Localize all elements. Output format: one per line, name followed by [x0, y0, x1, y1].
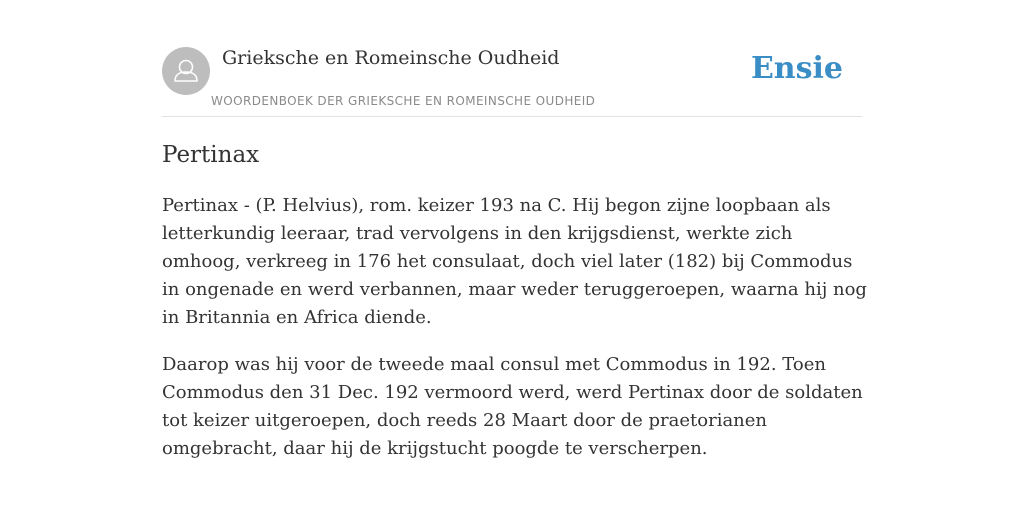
source-header — [162, 46, 862, 117]
source-subtitle: WOORDENBOEK DER GRIEKSCHE EN ROMEINSCHE OUDHEID — [211, 94, 596, 108]
source-avatar[interactable] — [162, 47, 210, 95]
brand-logo-link[interactable]: Ensie — [750, 51, 843, 86]
entry-paragraph: Pertinax - (P. Helvius), rom. keizer 193 na C. Hij begon zijne loopbaan als letterkundig leeraar, trad vervolgens in den krijgsdienst, werkte zich omhoog, verkreeg in 176 het consulaat, doch viel later (182) bij Commodus in ongenade en werd verbannen, maar weder teruggeroepen, waarna hij nog in Britannia en Africa diende. — [162, 195, 867, 328]
entry-body — [162, 192, 867, 482]
source-title-link[interactable]: Grieksche en Romeinsche Oudheid — [222, 47, 560, 69]
user-silhouette-icon — [162, 47, 210, 95]
entry-paragraph: Daarop was hij voor de tweede maal consul met Commodus in 192. Toen Commodus den 31 Dec. 192 vermoord werd, werd Pertinax door de soldaten tot keizer uitgeroepen, doch reeds 28 Maart door de praetorianen omgebracht, daar hij de krijgstucht poogde te verscherpen. — [162, 354, 863, 459]
entry-title: Pertinax — [162, 142, 260, 168]
